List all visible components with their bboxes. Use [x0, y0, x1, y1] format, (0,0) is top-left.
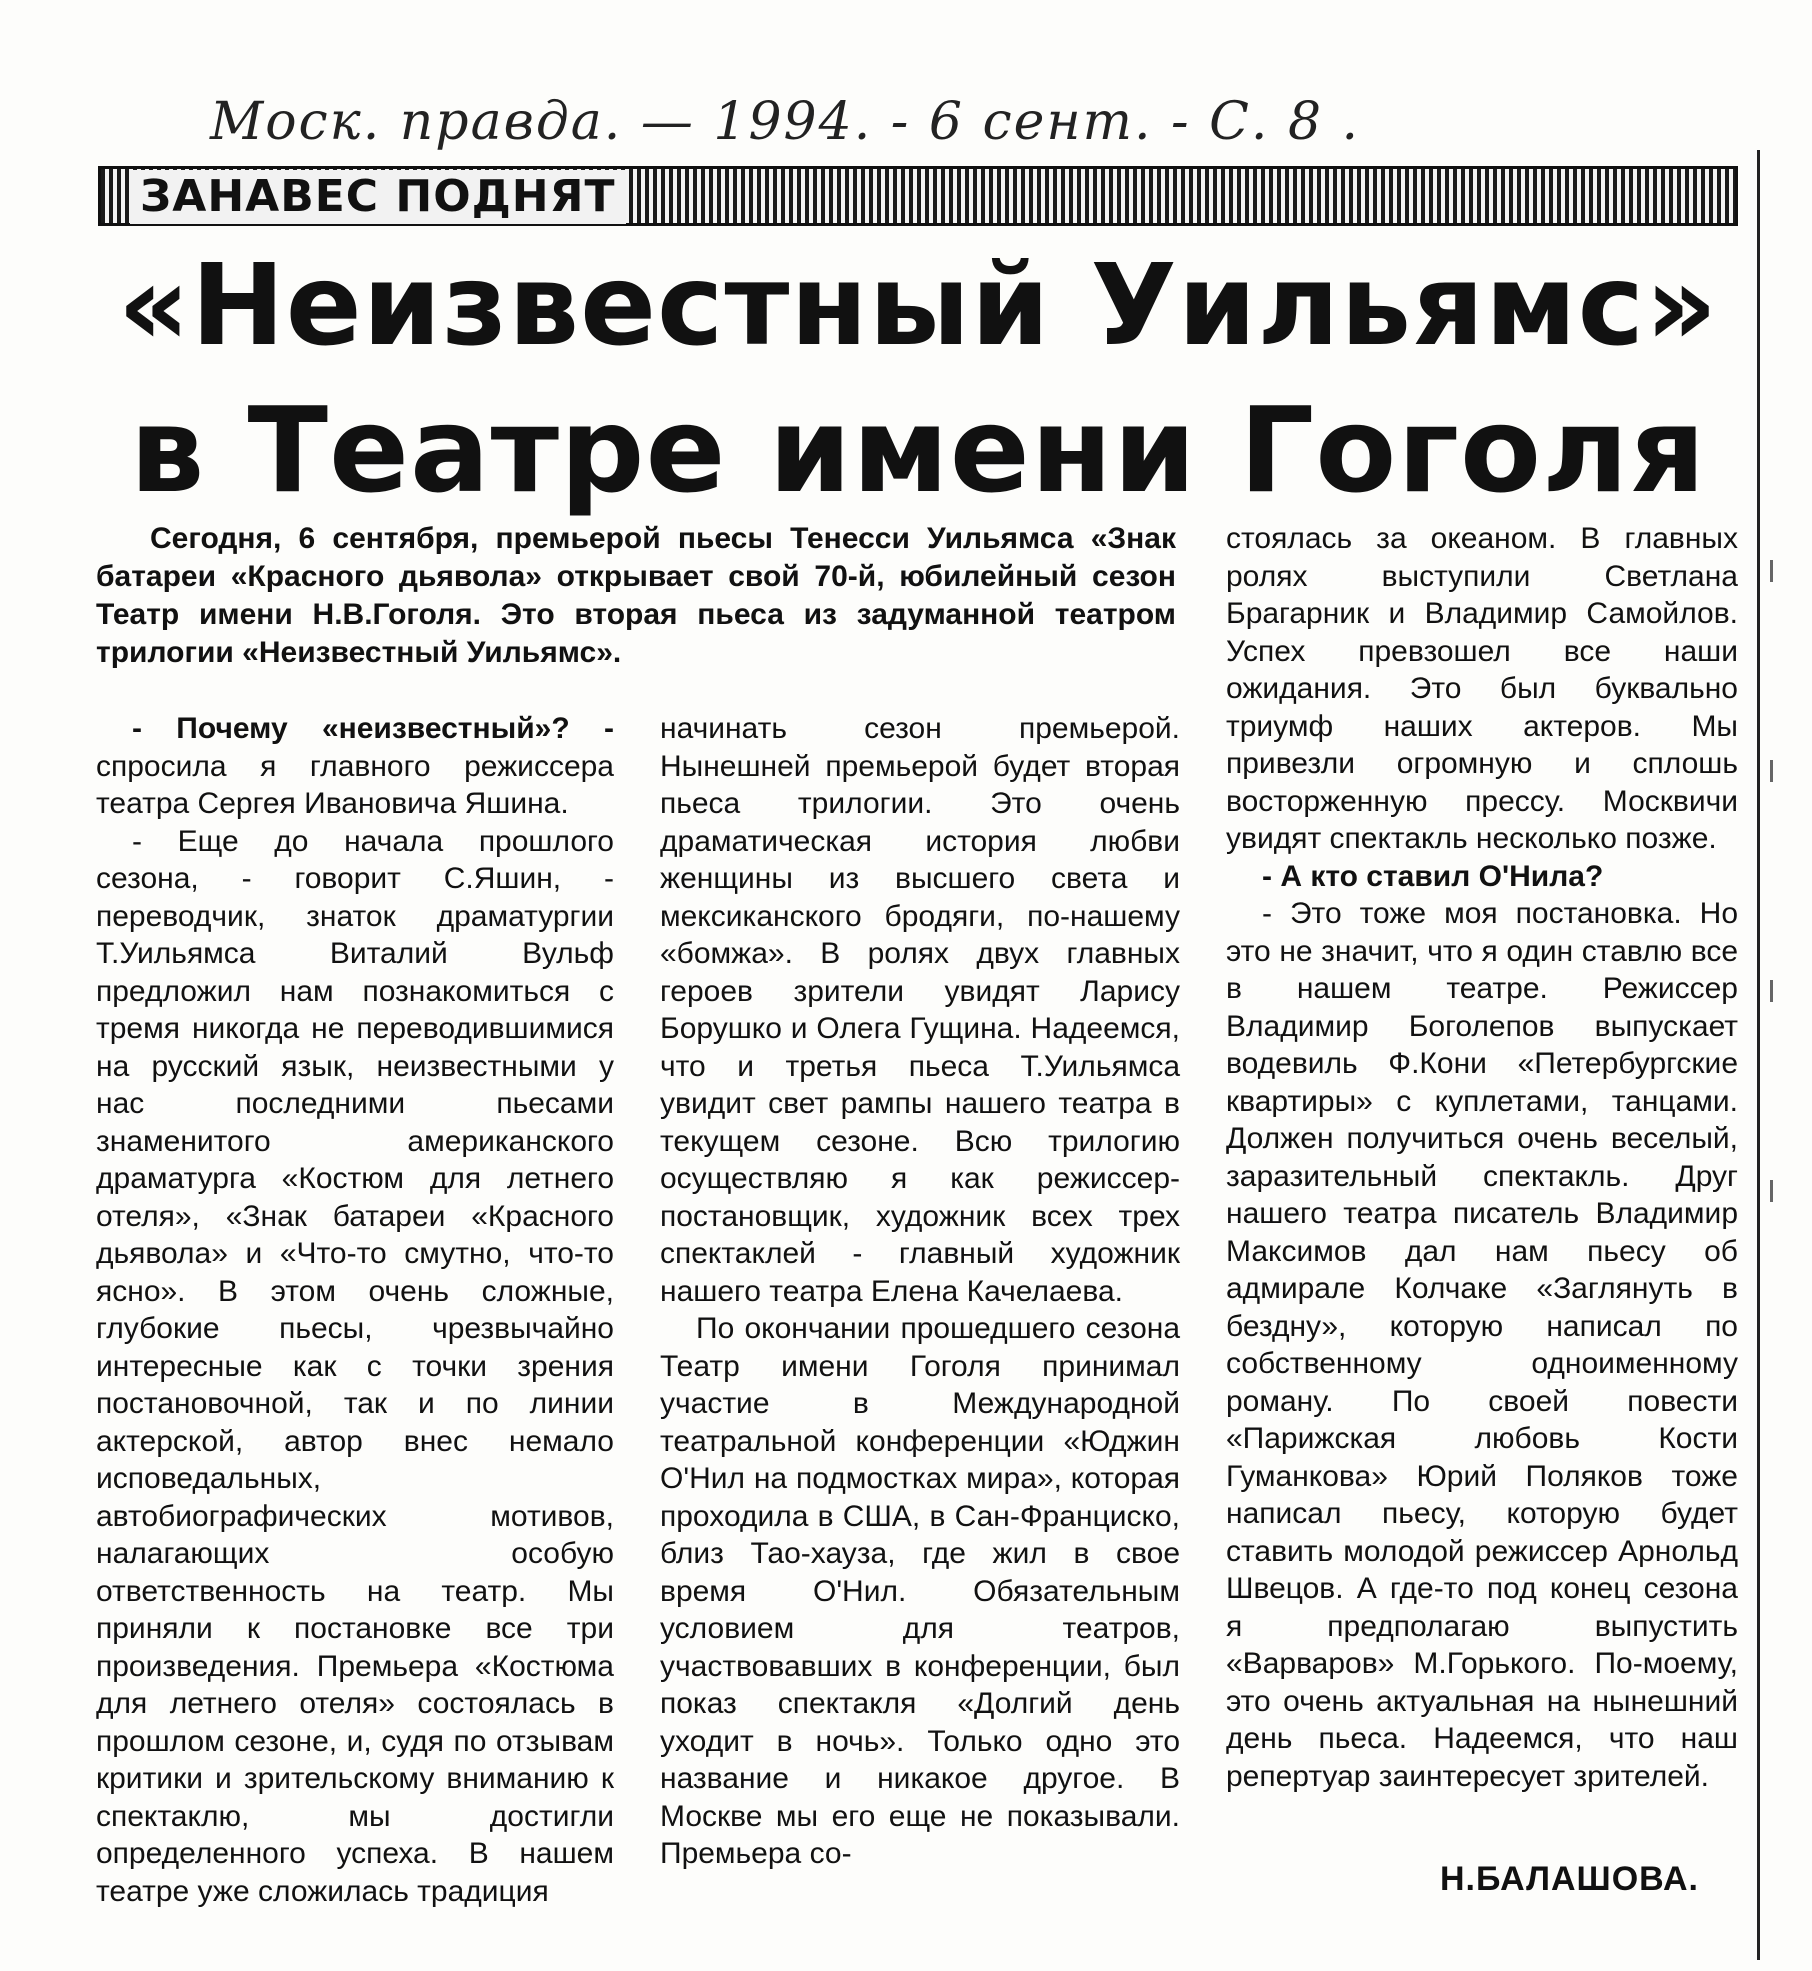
answer-paragraph-1: - Еще до начала прошлого сезона, - говорит С.Яшин, - переводчик, знаток драматургии Т.Уильямса Виталий Вульф предложил нам познакомиться с тремя никогда не переводившимися на русский язык, неизвестными у нас последними пьесами знаменитого американского драматурга «Костюм для летнего отеля», «Знак батареи «Красного дьявола» и «Что-то смутно, что-то ясно». В этом очень сложные, глубокие пьесы, чрезвычайно интересные как с точки зрения постановочной, так и по линии актерской, автор внес немало исповедальных, автобиографических мотивов, налагающих особую ответственность на театр. Мы приняли к постановке все три произведения. Премьера «Костюма для летнего отеля» состоялась в прошлом сезоне, и, судя по отзывам критики и зрительскому вниманию к спектаклю, мы достигли определенного успеха. В нашем театре уже сложилась традиция [96, 824, 614, 1908]
answer-paragraph-2: - Это тоже моя постановка. Но это не значит, что я один ставлю все в нашем театре. Режиссер Владимир Боголепов выпускает водевиль Ф.Кони «Петербургские квартиры» с куплетами, танцами. Должен получиться очень веселый, заразительный спектакль. Друг нашего театра писатель Владимир Максимов дал нам пьесу об адмирале Колчаке «Заглянуть в бездну», которую написал по собственному одноименному роману. По своей повести «Парижская любовь Кости Гуманкова» Юрий Поляков тоже написал пьесу, которую будет ставить молодой режиссер Арнольд Швецов. А где-то под конец сезона я предполагаю выпустить «Варваров» М.Горького. По-моему, это очень актуальная на нынешний день пьеса. Надеемся, что наш репертуар заинтересует зрителей. [1226, 897, 1738, 1793]
headline-line-2: в Театре имени Гоголя [129, 381, 1707, 519]
lead-paragraph: Сегодня, 6 сентября, премьерой пьесы Тенесси Уильямса «Знак батареи «Красного дьявола» открывает свой 70-й, юбилейный сезон Театр имени Н.В.Гоголя. Это вторая пьеса из задуманной театром трилогии «Неизвестный Уильямс». [96, 522, 1176, 669]
question-text: - Почему «неизвестный»? - [132, 712, 614, 745]
right-border-rule [1757, 150, 1760, 1960]
handwritten-source-note: Моск. правда. — 1994. - 6 сент. - С. 8 . [210, 92, 1361, 152]
article-column-1 [96, 710, 614, 1910]
border-tick [1770, 980, 1773, 1002]
article-column-2 [660, 710, 1180, 1873]
border-tick [1770, 1180, 1773, 1202]
column-2-paragraph-2: По окончании прошедшего сезона Театр имени Гоголя принимал участие в Международной театральной конференции «Юджин О'Нил на подмостках мира», которая проходила в США, в Сан-Франциско, близ Тао-хауза, где жил в свое время О'Нил. Обязательным условием для театров, участвовавших в конференции, был показ спектакля «Долгий день уходит в ночь». Только одно это название и никакое другое. В Москве мы его еще не показывали. Премьера со- [660, 1312, 1180, 1870]
border-tick [1770, 560, 1773, 582]
author-byline: Н.БАЛАШОВА. [1440, 1860, 1699, 1898]
question-tail: спросила я главного режиссера театра Сергея Ивановича Яшина. [96, 749, 614, 820]
interview-question-2: - А кто ставил О'Нила? [1262, 859, 1604, 893]
rubric-label: ЗАНАВЕС ПОДНЯТ [130, 170, 626, 224]
column-3-paragraph-1: стоялась за океаном. В главных ролях выступили Светлана Брагарник и Владимир Самойлов. Успех превзошел все наши ожидания. Это был буквально триумф наших актеров. Мы привезли огромную и сплошь восторженную прессу. Москвичи увидят спектакль несколько позже. [1226, 522, 1738, 855]
headline-line-1: «Неизвестный Уильямс» [117, 241, 1719, 371]
border-tick [1770, 760, 1773, 782]
interview-question-1 [96, 710, 614, 823]
article-column-3 [1226, 520, 1738, 1795]
column-2-paragraph-1: начинать сезон премьерой. Нынешней премьерой будет вторая пьеса трилогии. Это очень драматическая история любви женщины из высшего света и мексиканского бродяги, по-нашему «бомжа». В ролях двух главных героев зрители увидят Ларису Борушко и Олега Гущина. Надеемся, что и третья пьеса Т.Уильямса увидит свет рампы нашего театра в текущем сезоне. Всю трилогию осуществляю я как режиссер-постановщик, художник всех трех спектаклей - главный художник нашего театра Елена Качелаева. [660, 712, 1180, 1308]
